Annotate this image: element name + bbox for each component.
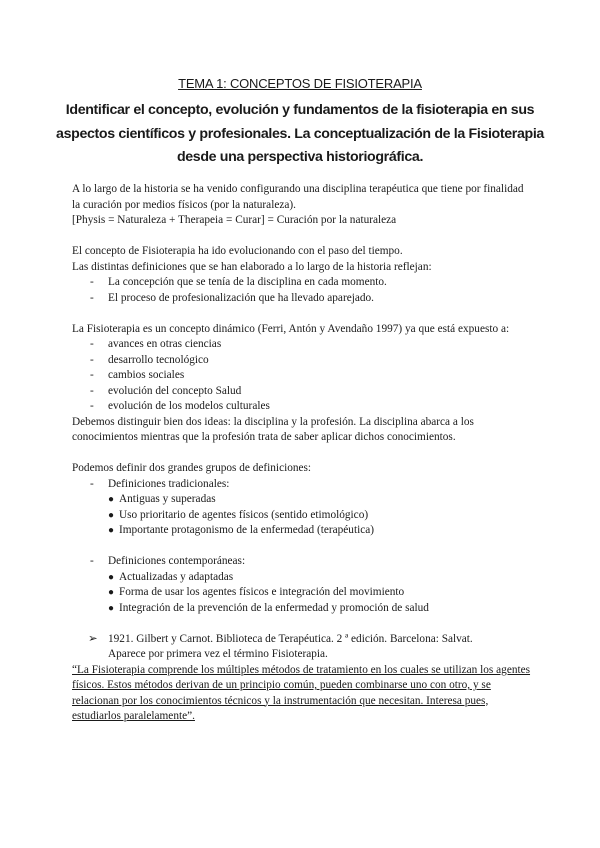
- bullet-item: ● Antiguas y superadas: [108, 493, 216, 505]
- list-item: - Definiciones tradicionales:: [90, 477, 230, 490]
- contemporary-group: [72, 554, 532, 570]
- bullet-item: ● Forma de usar los agentes físicos e integración del movimiento: [108, 586, 405, 598]
- list-item: - El proceso de profesionalización que ha llevado aparejado.: [90, 291, 374, 304]
- dynamic-intro: La Fisioterapia es un concepto dinámico (Ferri, Antón y Avendaño 1997) ya que está expuesto a:: [72, 322, 510, 335]
- document-header: [40, 76, 560, 170]
- definitions-intro: Podemos definir dos grandes grupos de definiciones:: [72, 462, 312, 474]
- discipline-paragraph: Debemos distinguir bien dos ideas: la disciplina y la profesión. La disciplina abarca a los conocimientos mientras que la profesión trata de saber aplicar dichos conocimientos.: [72, 415, 474, 443]
- etymology-line: [Physis = Naturaleza + Therapeia = Curar] = Curación por la naturaleza: [72, 214, 397, 226]
- topic-title: TEMA 1: CONCEPTOS DE FISIOTERAPIA: [178, 76, 422, 91]
- list-item: - desarrollo tecnológico: [90, 353, 209, 366]
- list-item: - evolución de los modelos culturales: [90, 400, 270, 412]
- reference-item: [72, 632, 532, 663]
- traditional-group: [72, 477, 532, 493]
- list-item: - avances en otras ciencias: [90, 338, 222, 350]
- concept-line: Las distintas definiciones que se han elaborado a lo largo de la historia reflejan:: [72, 260, 432, 273]
- bullet-item: ● Uso prioritario de agentes físicos (sentido etimológico): [108, 508, 369, 521]
- list-item: - Definiciones contemporáneas:: [90, 555, 246, 567]
- contemporary-list: [72, 570, 532, 617]
- bullet-item: ● Actualizadas y adaptadas: [108, 570, 234, 583]
- arrow-bullet-icon: ➢: [88, 632, 98, 645]
- topic-subtitle: Identificar el concepto, evolución y fundamentos de la fisioterapia en sus aspectos científicos y profesionales. La conceptualización de la Fisioterapia desde una perspectiva historiográfica.: [56, 102, 544, 165]
- list-item: - La concepción que se tenía de la disciplina en cada momento.: [90, 276, 387, 288]
- bullet-item: ● Integración de la prevención de la enfermedad y promoción de salud: [108, 601, 429, 614]
- list-item: - cambios sociales: [90, 369, 185, 381]
- reference-line: 1921. Gilbert y Carnot. Biblioteca de Terapéutica. 2 ª edición. Barcelona: Salvat.: [108, 632, 473, 645]
- definition-quote: “La Fisioterapia comprende los múltiples métodos de tratamiento en los cuales se utilizan los agentes físicos. Estos métodos derivan de un principio común, pueden combinarse uno con otro, y se relacionan por los conocimientos técnicos y la instrumentación que necesitan. Interesa pues, estudiarlos paralelamente”.: [72, 663, 531, 722]
- traditional-list: [72, 492, 532, 539]
- document-body: [72, 182, 532, 725]
- reference-line: Aparece por primera vez el término Fisioterapia.: [108, 648, 328, 660]
- concept-list: [72, 275, 532, 306]
- dynamic-list: [72, 337, 532, 415]
- intro-paragraph: A lo largo de la historia se ha venido configurando una disciplina terapéutica que tiene por finalidad la curación por medios físicos (por la naturaleza).: [72, 183, 524, 211]
- concept-line: El concepto de Fisioterapia ha ido evolucionando con el paso del tiempo.: [72, 245, 403, 257]
- bullet-item: ● Importante protagonismo de la enfermedad (terapéutica): [108, 524, 375, 536]
- list-item: - evolución del concepto Salud: [90, 384, 242, 397]
